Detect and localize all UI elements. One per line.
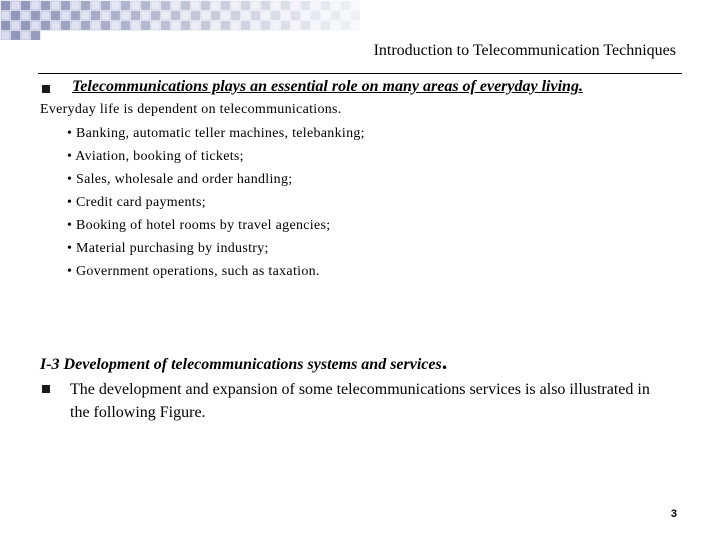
list-item: • Aviation, booking of tickets; [67, 149, 244, 164]
list-item: • Booking of hotel rooms by travel agencies; [67, 218, 331, 233]
grid-square [1, 1, 10, 10]
grid-square [211, 21, 220, 30]
grid-square [211, 11, 220, 20]
body-paragraph: The development and expansion of some telecommunications services is also illustrated in the following Figure. [70, 381, 650, 421]
grid-square [131, 11, 140, 20]
grid-square [271, 1, 280, 10]
grid-square [71, 21, 80, 30]
grid-square [271, 11, 280, 20]
grid-square [11, 1, 20, 10]
grid-square [11, 21, 20, 30]
grid-square [231, 11, 240, 20]
grid-square [131, 21, 140, 30]
list-item: • Material purchasing by industry; [67, 241, 269, 256]
grid-square [281, 21, 290, 30]
grid-square [151, 11, 160, 20]
grid-square [91, 21, 100, 30]
grid-square [31, 1, 40, 10]
grid-square [191, 21, 200, 30]
grid-square [81, 21, 90, 30]
grid-square [61, 1, 70, 10]
list-item: • Sales, wholesale and order handling; [67, 172, 293, 187]
list-item: • Credit card payments; [67, 195, 206, 210]
grid-square [11, 31, 20, 40]
grid-square [71, 1, 80, 10]
grid-square [61, 11, 70, 20]
grid-square [91, 1, 100, 10]
grid-square [161, 1, 170, 10]
grid-square [341, 21, 350, 30]
grid-square [211, 1, 220, 10]
grid-square [291, 11, 300, 20]
grid-square [81, 11, 90, 20]
grid-square [131, 1, 140, 10]
grid-square [191, 11, 200, 20]
grid-square [331, 11, 340, 20]
grid-square [11, 11, 20, 20]
grid-square [271, 21, 280, 30]
grid-square [321, 1, 330, 10]
grid-square [341, 11, 350, 20]
grid-square [111, 21, 120, 30]
main-point: Telecommunications plays an essential role on many areas of everyday living. [72, 78, 583, 95]
grid-square [181, 11, 190, 20]
grid-square [101, 1, 110, 10]
grid-square [51, 11, 60, 20]
grid-square [51, 1, 60, 10]
grid-square [291, 21, 300, 30]
grid-square [241, 1, 250, 10]
grid-square [161, 11, 170, 20]
grid-square [341, 1, 350, 10]
grid-square [171, 21, 180, 30]
list-item: • Banking, automatic teller machines, telebanking; [67, 126, 365, 141]
grid-square [221, 11, 230, 20]
grid-square [321, 11, 330, 20]
grid-square [161, 21, 170, 30]
grid-square [281, 1, 290, 10]
grid-square [41, 11, 50, 20]
grid-square [241, 21, 250, 30]
grid-square [301, 21, 310, 30]
grid-square [181, 1, 190, 10]
grid-square [181, 21, 190, 30]
grid-square [51, 21, 60, 30]
grid-square [201, 11, 210, 20]
grid-square [91, 11, 100, 20]
grid-square [261, 1, 270, 10]
grid-square [351, 1, 360, 10]
grid-square [21, 11, 30, 20]
grid-square [221, 1, 230, 10]
grid-square [71, 11, 80, 20]
section-heading [40, 349, 447, 375]
grid-square [41, 21, 50, 30]
grid-square [141, 11, 150, 20]
grid-square [221, 21, 230, 30]
square-bullet-icon [42, 385, 50, 393]
grid-square [41, 1, 50, 10]
grid-square [21, 1, 30, 10]
slide-header-title: Introduction to Telecommunication Techniques [373, 42, 676, 59]
grid-square [81, 1, 90, 10]
grid-square [231, 1, 240, 10]
grid-square [311, 21, 320, 30]
grid-square [261, 11, 270, 20]
grid-square [251, 21, 260, 30]
grid-square [1, 21, 10, 30]
intro-line: Everyday life is dependent on telecommunications. [40, 102, 342, 117]
grid-square [151, 21, 160, 30]
grid-square [331, 21, 340, 30]
grid-square [301, 1, 310, 10]
grid-square [151, 1, 160, 10]
grid-square [351, 11, 360, 20]
application-list [67, 125, 365, 286]
grid-square [291, 1, 300, 10]
grid-square [311, 1, 320, 10]
grid-square [251, 1, 260, 10]
grid-square [261, 21, 270, 30]
grid-square [141, 21, 150, 30]
corner-grid-decoration [0, 0, 720, 40]
grid-square [31, 31, 40, 40]
grid-square [141, 1, 150, 10]
grid-square [251, 11, 260, 20]
grid-square [231, 21, 240, 30]
grid-square [1, 11, 10, 20]
grid-square [311, 11, 320, 20]
grid-square [101, 11, 110, 20]
grid-square [191, 1, 200, 10]
grid-square [21, 31, 30, 40]
grid-square [331, 1, 340, 10]
grid-square [301, 11, 310, 20]
grid-square [321, 21, 330, 30]
grid-square [61, 21, 70, 30]
grid-square [121, 1, 130, 10]
grid-square [1, 31, 10, 40]
grid-square [31, 21, 40, 30]
grid-square [121, 21, 130, 30]
list-item: • Government operations, such as taxation. [67, 264, 320, 279]
header-divider [38, 73, 682, 74]
grid-square [201, 21, 210, 30]
grid-square [171, 11, 180, 20]
section-heading-period: . [441, 349, 448, 374]
grid-square [101, 21, 110, 30]
grid-square [201, 1, 210, 10]
grid-square [281, 11, 290, 20]
grid-square [111, 11, 120, 20]
grid-square [121, 11, 130, 20]
grid-square [31, 11, 40, 20]
square-bullet-icon [42, 85, 50, 93]
grid-square [351, 21, 360, 30]
page-number: 3 [670, 508, 677, 520]
grid-square [241, 11, 250, 20]
grid-square [171, 1, 180, 10]
grid-square [21, 21, 30, 30]
grid-square [111, 1, 120, 10]
section-heading-text: I-3 Development of telecommunications systems and services [40, 356, 442, 373]
